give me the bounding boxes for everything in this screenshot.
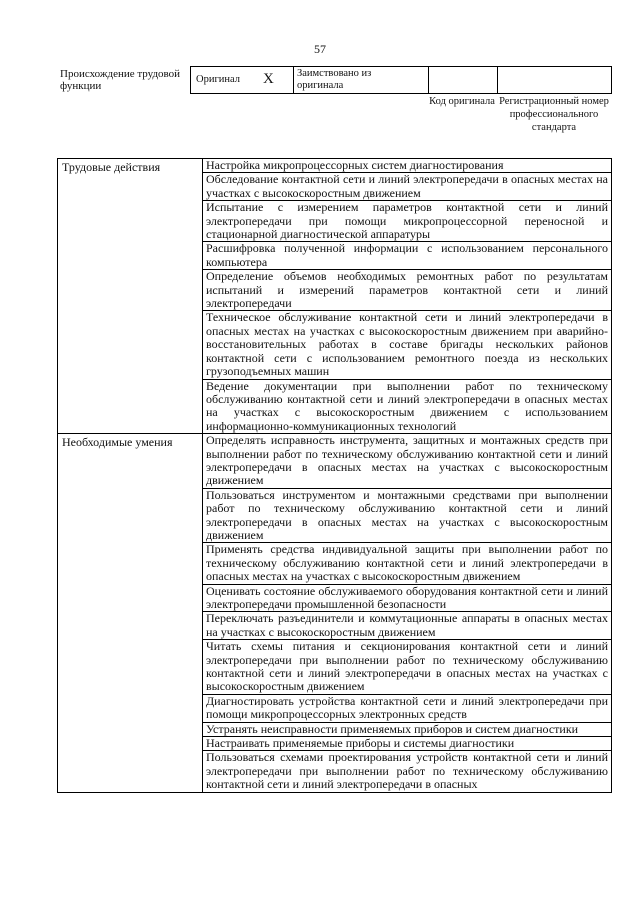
table-row xyxy=(58,159,612,173)
table-cell-item: Пользоваться схемами проектирования устройств контактной сети и линий электропередачи при выполнении работ по техническому обслуживанию контактной сети и линий электропередачи в опасных xyxy=(203,751,612,792)
section-title: Необходимые умения xyxy=(58,434,203,793)
table-cell-item: Устранять неисправности применяемых приборов и систем диагностики xyxy=(203,722,612,736)
code-cell xyxy=(428,66,498,94)
original-cell xyxy=(190,66,294,94)
table-cell-item: Определять исправность инструмента, защитных и монтажных средств при выполнении работ по техническому обслуживанию контактной сети и линий электропередачи в опасных местах на участках с высокоскоростным движением xyxy=(203,434,612,489)
table-cell-item: Применять средства индивидуальной защиты при выполнении работ по техническому обслуживанию контактной сети и линий электропередачи в опасных местах на участках с высокоскоростным движением xyxy=(203,543,612,584)
reg-number-label: Регистрационный номер профессионального стандарта xyxy=(499,96,609,133)
table-cell-item: Испытание с измерением параметров контактной сети и линий электропередачи при помощи микропроцессорной переносной и стационарной диагностической аппаратуры xyxy=(203,201,612,242)
section-title: Трудовые действия xyxy=(58,159,203,434)
table-row xyxy=(58,434,612,489)
table-cell-item: Переключать разъединители и коммутационные аппараты в опасных местах на участках с высокоскоростным движением xyxy=(203,612,612,640)
code-original-label: Код оригинала xyxy=(429,96,495,107)
table-cell-item: Настраивать применяемые приборы и системы диагностики xyxy=(203,737,612,751)
table-cell-item: Расшифровка полученной информации с использованием персонального компьютера xyxy=(203,242,612,270)
functions-table xyxy=(57,158,612,793)
borrowed-cell xyxy=(293,66,429,94)
table-cell-item: Техническое обслуживание контактной сети и линий электропередачи в опасных местах на участках с высокоскоростным движением при аварийно-восстановительных работах в составе бригады нескольких районов контактной сети с использованием ремонтного поезда из нескольких грузоподъемных машин xyxy=(203,311,612,379)
table-cell-item: Настройка микропроцессорных систем диагностирования xyxy=(203,159,612,173)
table-cell-item: Обследование контактной сети и линий электропередачи в опасных местах на участках с высокоскоростным движением xyxy=(203,173,612,201)
borrowed-label: Заимствовано из оригинала xyxy=(297,68,372,91)
origin-label: Происхождение трудовой функции xyxy=(60,68,181,92)
reg-number-cell xyxy=(497,66,612,94)
original-mark: X xyxy=(263,71,274,87)
original-label: Оригинал xyxy=(196,74,240,85)
table-cell-item: Определение объемов необходимых ремонтных работ по результатам испытаний и измерений параметров контактной сети и линий электропередачи xyxy=(203,270,612,311)
table-cell-item: Оценивать состояние обслуживаемого оборудования контактной сети и линий электропередачи промышленной безопасности xyxy=(203,584,612,612)
table-cell-item: Читать схемы питания и секционирования контактной сети и линий электропередачи при выполнении работ по техническому обслуживанию контактной сети и линий электропередачи в опасных местах на участках с высокоскоростным движением xyxy=(203,640,612,695)
table-cell-item: Ведение документации при выполнении работ по техническому обслуживанию контактной сети и линий электропередачи в опасных местах на участках с высокоскоростным движением с использованием информационно-коммуникационных технологий xyxy=(203,379,612,434)
page-number: 57 xyxy=(314,42,326,56)
table-cell-item: Пользоваться инструментом и монтажными средствами при выполнении работ по техническому обслуживанию контактной сети и линий электропередачи в опасных местах на участках с высокоскоростным движением xyxy=(203,488,612,543)
table-cell-item: Диагностировать устройства контактной сети и линий электропередачи при помощи микропроцессорных электронных средств xyxy=(203,694,612,722)
